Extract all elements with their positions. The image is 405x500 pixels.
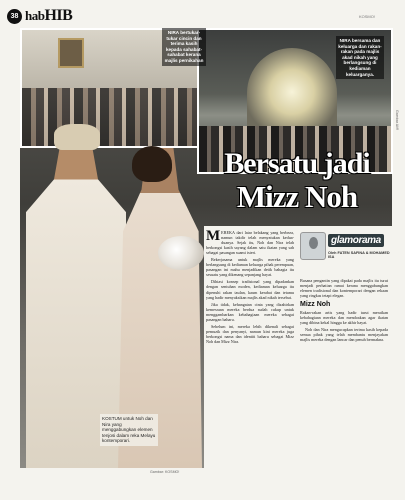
decorated-arch [247, 48, 337, 128]
paragraph: Rakan-rakan artis yang hadir turut meraikan kebahagiaan mereka dan mendoakan agar ikatan yang dibina kekal hingga ke akhir hayat. [300, 310, 388, 326]
page-header [0, 0, 405, 26]
article-subhead: Mizz Noh [300, 301, 331, 309]
paragraph: Bekerjasama untuk majlis mereka yang berlangsung di kediaman keluarga pihak perempuan, pasangan ini mahu menjadikan detik bahagia itu sesuatu yang dikenang sepanjang hayat. [206, 257, 294, 278]
headline-line-2: Mizz Noh [236, 179, 358, 214]
side-credit: Gambar Aliff [395, 110, 399, 130]
brand-prefix: hab [25, 8, 45, 23]
caption-top-left: NIRA bertukar-tukar cincin dan terima kasih kepada sahabat-sahabat kerana majlis pernikahan [162, 28, 206, 66]
paragraph: Dihiasi konsep tradisional yang dipadankan dengan sentuhan moden, kediaman keluarga itu dipenuhi rakan taulan, kaum kerabat dan tetamu yang hadir menyaksikan majlis akad nikah tersebut. [206, 279, 294, 300]
ceremony-guests [22, 88, 198, 146]
brand-mark: HIB [44, 7, 73, 24]
drop-cap: M [206, 228, 221, 244]
wall-portrait [58, 38, 84, 68]
article-column-2 [300, 278, 388, 344]
page-number: 38 [7, 9, 22, 24]
bride-hair [132, 146, 172, 182]
caption-bottom: KOSTUM untuk Noh dan Nira yang menggabungkan elemen tenjosi dalam reka Melayu kontemporari. [100, 414, 158, 446]
column-badge [300, 230, 390, 274]
byline: Oleh FATEN SAFINA & MOHAMED ISA [328, 251, 390, 259]
columnist-portrait-icon [300, 232, 326, 260]
article-body [204, 226, 392, 488]
paragraph: Noh dan Nira mengucapkan terima kasih kepada semua pihak yang telah membantu menjayakan majlis mereka dengan lancar dan penuh bermakna. [300, 327, 388, 343]
article-column-1 [206, 230, 294, 346]
photo-credit: Gambar: KOSMO! [150, 470, 180, 474]
caption-top-right: NIRA bersama dan keluarga dan rakan-rakan pada majlis akad nikah yang berlangsung di kediaman keluarganya. [336, 36, 384, 79]
headline [204, 148, 390, 213]
column-title: glamorama [328, 234, 384, 247]
paragraph: Sebelum ini, mereka lebih dikenali sebagai pemuzik dan penyanyi, namun kini mereka juga berkongsi nama dan identiti baharu sebagai Mizz Noh dan Mizz Nira. [206, 323, 294, 344]
groom-songkok [54, 124, 100, 150]
headline-line-1: Bersatu jadi [224, 147, 370, 180]
section-brand [25, 7, 72, 25]
paragraph: Busana pengantin yang dipakai pada majlis itu turut menjadi perhatian ramai kerana menggabungkan elemen tradisional dan kontemporari dengan rekaan yang ringkas tetapi elegan. [300, 278, 388, 299]
paragraph: EREKA dari latar belakang yang berbeza, namun takdir telah menyatukan kedua-duanya. Sejak itu, Noh dan Nira telah berkongsi kasih sayang dalam satu ikatan yang sah sebagai pasangan suami isteri. [206, 230, 294, 256]
running-head: KOSMO! [358, 14, 375, 19]
paragraph: Jika tidak, kehangatan cinta yang dizahirkan kemesraan mereka berdua sudah cukup untuk menggambarkan kebahagiaan mereka sebagai pasangan baharu. [206, 301, 294, 322]
bridal-bouquet [158, 236, 204, 270]
